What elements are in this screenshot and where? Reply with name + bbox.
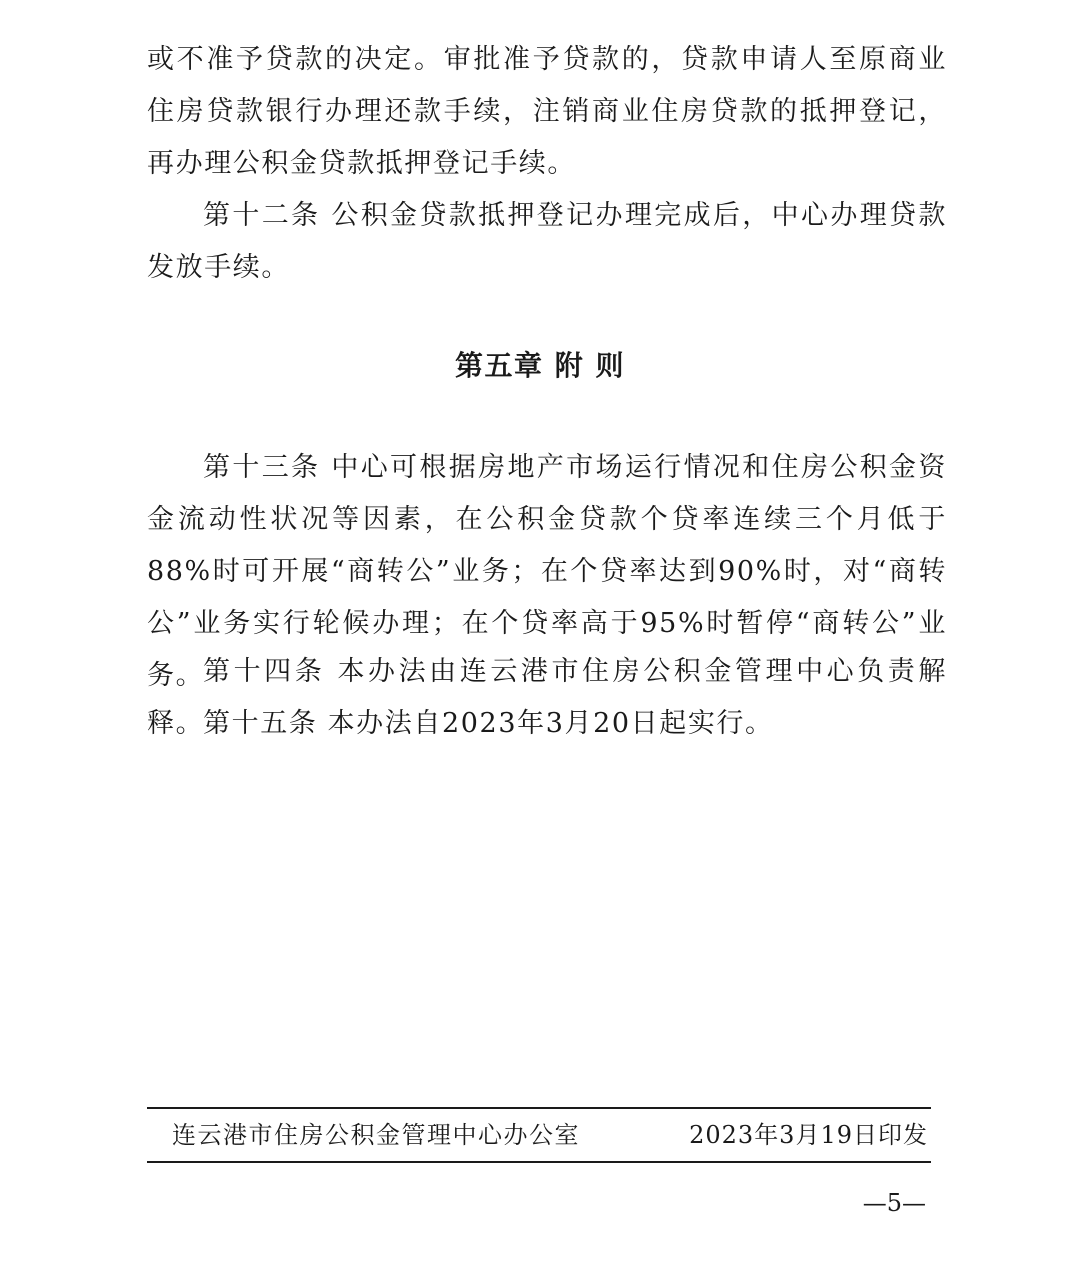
article-13: 第十三条 中心可根据房地产市场运行情况和住房公积金资金流动性状况等因素，在公积金贷款个贷率连续三个月低于88%时可开展“商转公”业务；在个贷率达到90%时，对“商转公”业务实行轮候办理；在个贷率高于95%时暂停“商转公”业务。 — [147, 452, 947, 691]
paragraph-continued: 或不准予贷款的决定。审批准予贷款的，贷款申请人至原商业住房贷款银行办理还款手续，注销商业住房贷款的抵押登记，再办理公积金贷款抵押登记手续。 — [147, 44, 947, 179]
article-14: 第十四条 本办法由连云港市住房公积金管理中心负责解释。 — [147, 656, 947, 739]
article-12: 第十二条 公积金贷款抵押登记办理完成后，中心办理贷款发放手续。 — [147, 200, 947, 283]
page-number: —5— — [862, 1189, 926, 1217]
article-15: 第十五条 本办法自2023年3月20日起实行。 — [203, 708, 774, 739]
footer-date: 2023年3月19日印发 — [689, 1121, 928, 1149]
footer-top-rule — [147, 1107, 931, 1109]
footer-bottom-rule — [147, 1161, 931, 1163]
footer-issuer: 连云港市住房公积金管理中心办公室 — [172, 1121, 580, 1149]
chapter-title: 第五章 附 则 — [455, 349, 625, 382]
